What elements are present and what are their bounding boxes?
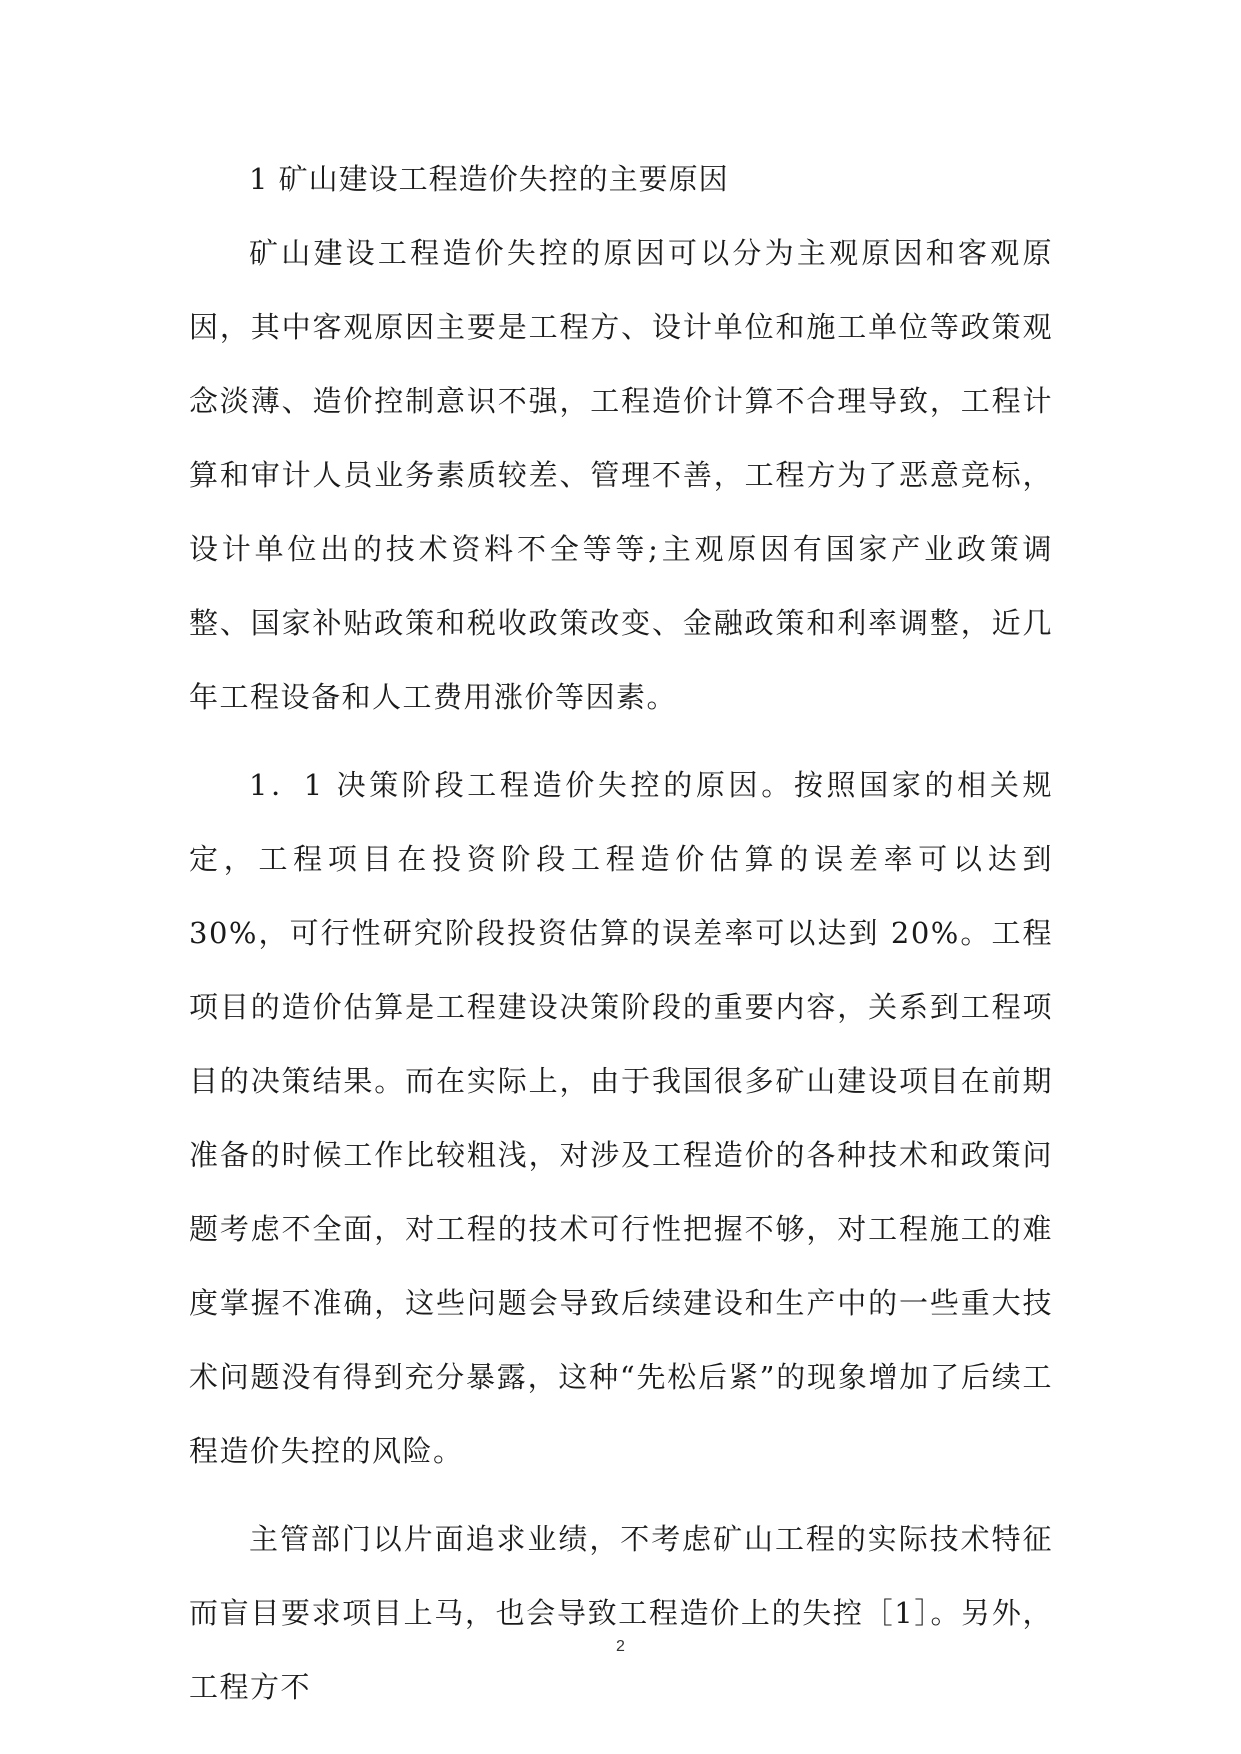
page-number: 2 <box>616 1638 625 1655</box>
paragraph-causes-overview: 矿山建设工程造价失控的原因可以分为主观原因和客观原因，其中客观原因主要是工程方、设计单位和施工单位等政策观念淡薄、造价控制意识不强，工程造价计算不合理导致，工程计算和审计人员业务素质较差、管理不善，工程方为了恶意竞标，设计单位出的技术资料不全等等;主观原因有国家产业政策调整、国家补贴政策和税收政策改变、金融政策和利率调整，近几年工程设备和人工费用涨价等因素。 <box>189 236 1053 714</box>
document-body <box>189 142 1053 1724</box>
section-heading: 1 矿山建设工程造价失控的主要原因 <box>249 162 729 196</box>
paragraph-authorities: 主管部门以片面追求业绩，不考虑矿山工程的实际技术特征而盲目要求项目上马，也会导致工程造价上的失控［1］。另外，工程方不 <box>189 1522 1053 1704</box>
paragraph-decision-stage: 1．1 决策阶段工程造价失控的原因。按照国家的相关规定，工程项目在投资阶段工程造价估算的误差率可以达到 30%，可行性研究阶段投资估算的误差率可以达到 20%。工程项目的造价估算是工程建设决策阶段的重要内容，关系到工程项目的决策结果。而在实际上，由于我国很多矿山建设项目在前期准备的时候工作比较粗浅，对涉及工程造价的各种技术和政策问题考虑不全面，对工程的技术可行性把握不够，对工程施工的难度掌握不准确，这些问题会导致后续建设和生产中的一些重大技术问题没有得到充分暴露，这种“先松后紧”的现象增加了后续工程造价失控的风险。 <box>189 768 1053 1468</box>
